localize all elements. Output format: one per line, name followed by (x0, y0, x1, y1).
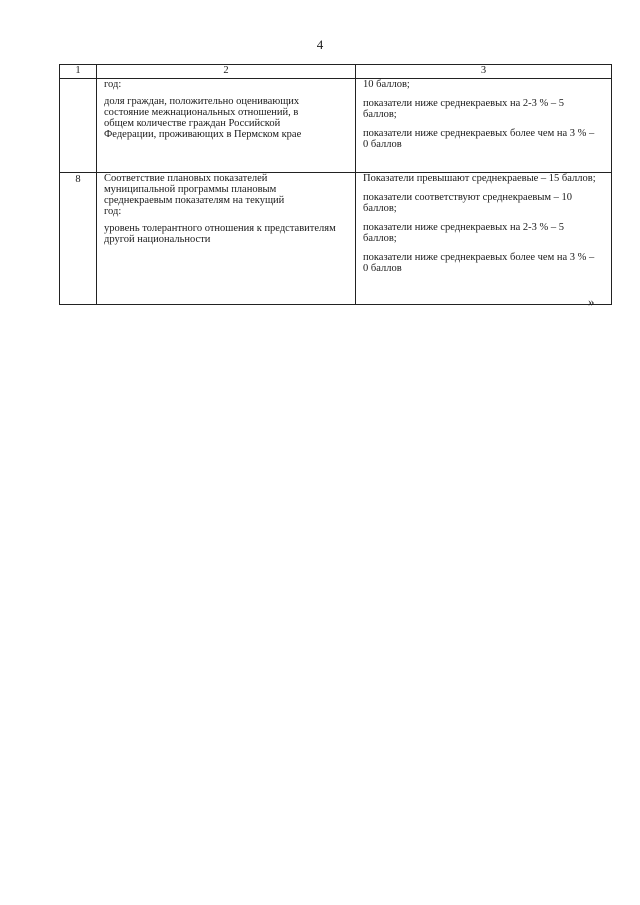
closing-quote-mark: » (588, 294, 595, 309)
scoring-cell (356, 79, 612, 173)
row-number (60, 79, 97, 173)
scoring-text: показатели ниже среднекраевых на 2-3 % – 5 баллов; (363, 222, 565, 244)
scoring-text: 10 баллов; (363, 79, 410, 90)
page-number: 4 (316, 37, 324, 52)
header-col-3: 3 (356, 65, 612, 79)
header-col-2: 2 (97, 65, 356, 79)
row-number: 8 (60, 173, 97, 305)
criterion-cell (97, 173, 356, 305)
criterion-text: уровень толерантного отношения к представителям другой национальности (104, 223, 336, 245)
scoring-text: Показатели превышают среднекраевые – 15 баллов; (363, 173, 596, 184)
scoring-cell (356, 173, 612, 305)
scoring-text: показатели соответствуют среднекраевым – 10 баллов; (363, 192, 573, 214)
header-col-1: 1 (60, 65, 97, 79)
scoring-text: показатели ниже среднекраевых более чем на 3 % – 0 баллов (363, 252, 595, 274)
criterion-text: Соответствие плановых показателей муниципальной программы плановым среднекраевым показателям на текущий год: (104, 173, 285, 217)
scoring-text: показатели ниже среднекраевых более чем на 3 % – 0 баллов (363, 128, 595, 150)
criterion-text: доля граждан, положительно оценивающих состояние межнациональных отношений, в общем количестве граждан Российской Федерации, проживающих в Пермском крае (104, 96, 302, 140)
table-row (60, 79, 612, 173)
table-header-row (60, 65, 612, 79)
criterion-text: год: (104, 79, 122, 90)
criterion-cell (97, 79, 356, 173)
criteria-table (59, 64, 612, 305)
table-row (60, 173, 612, 305)
scoring-text: показатели ниже среднекраевых на 2-3 % – 5 баллов; (363, 98, 565, 120)
